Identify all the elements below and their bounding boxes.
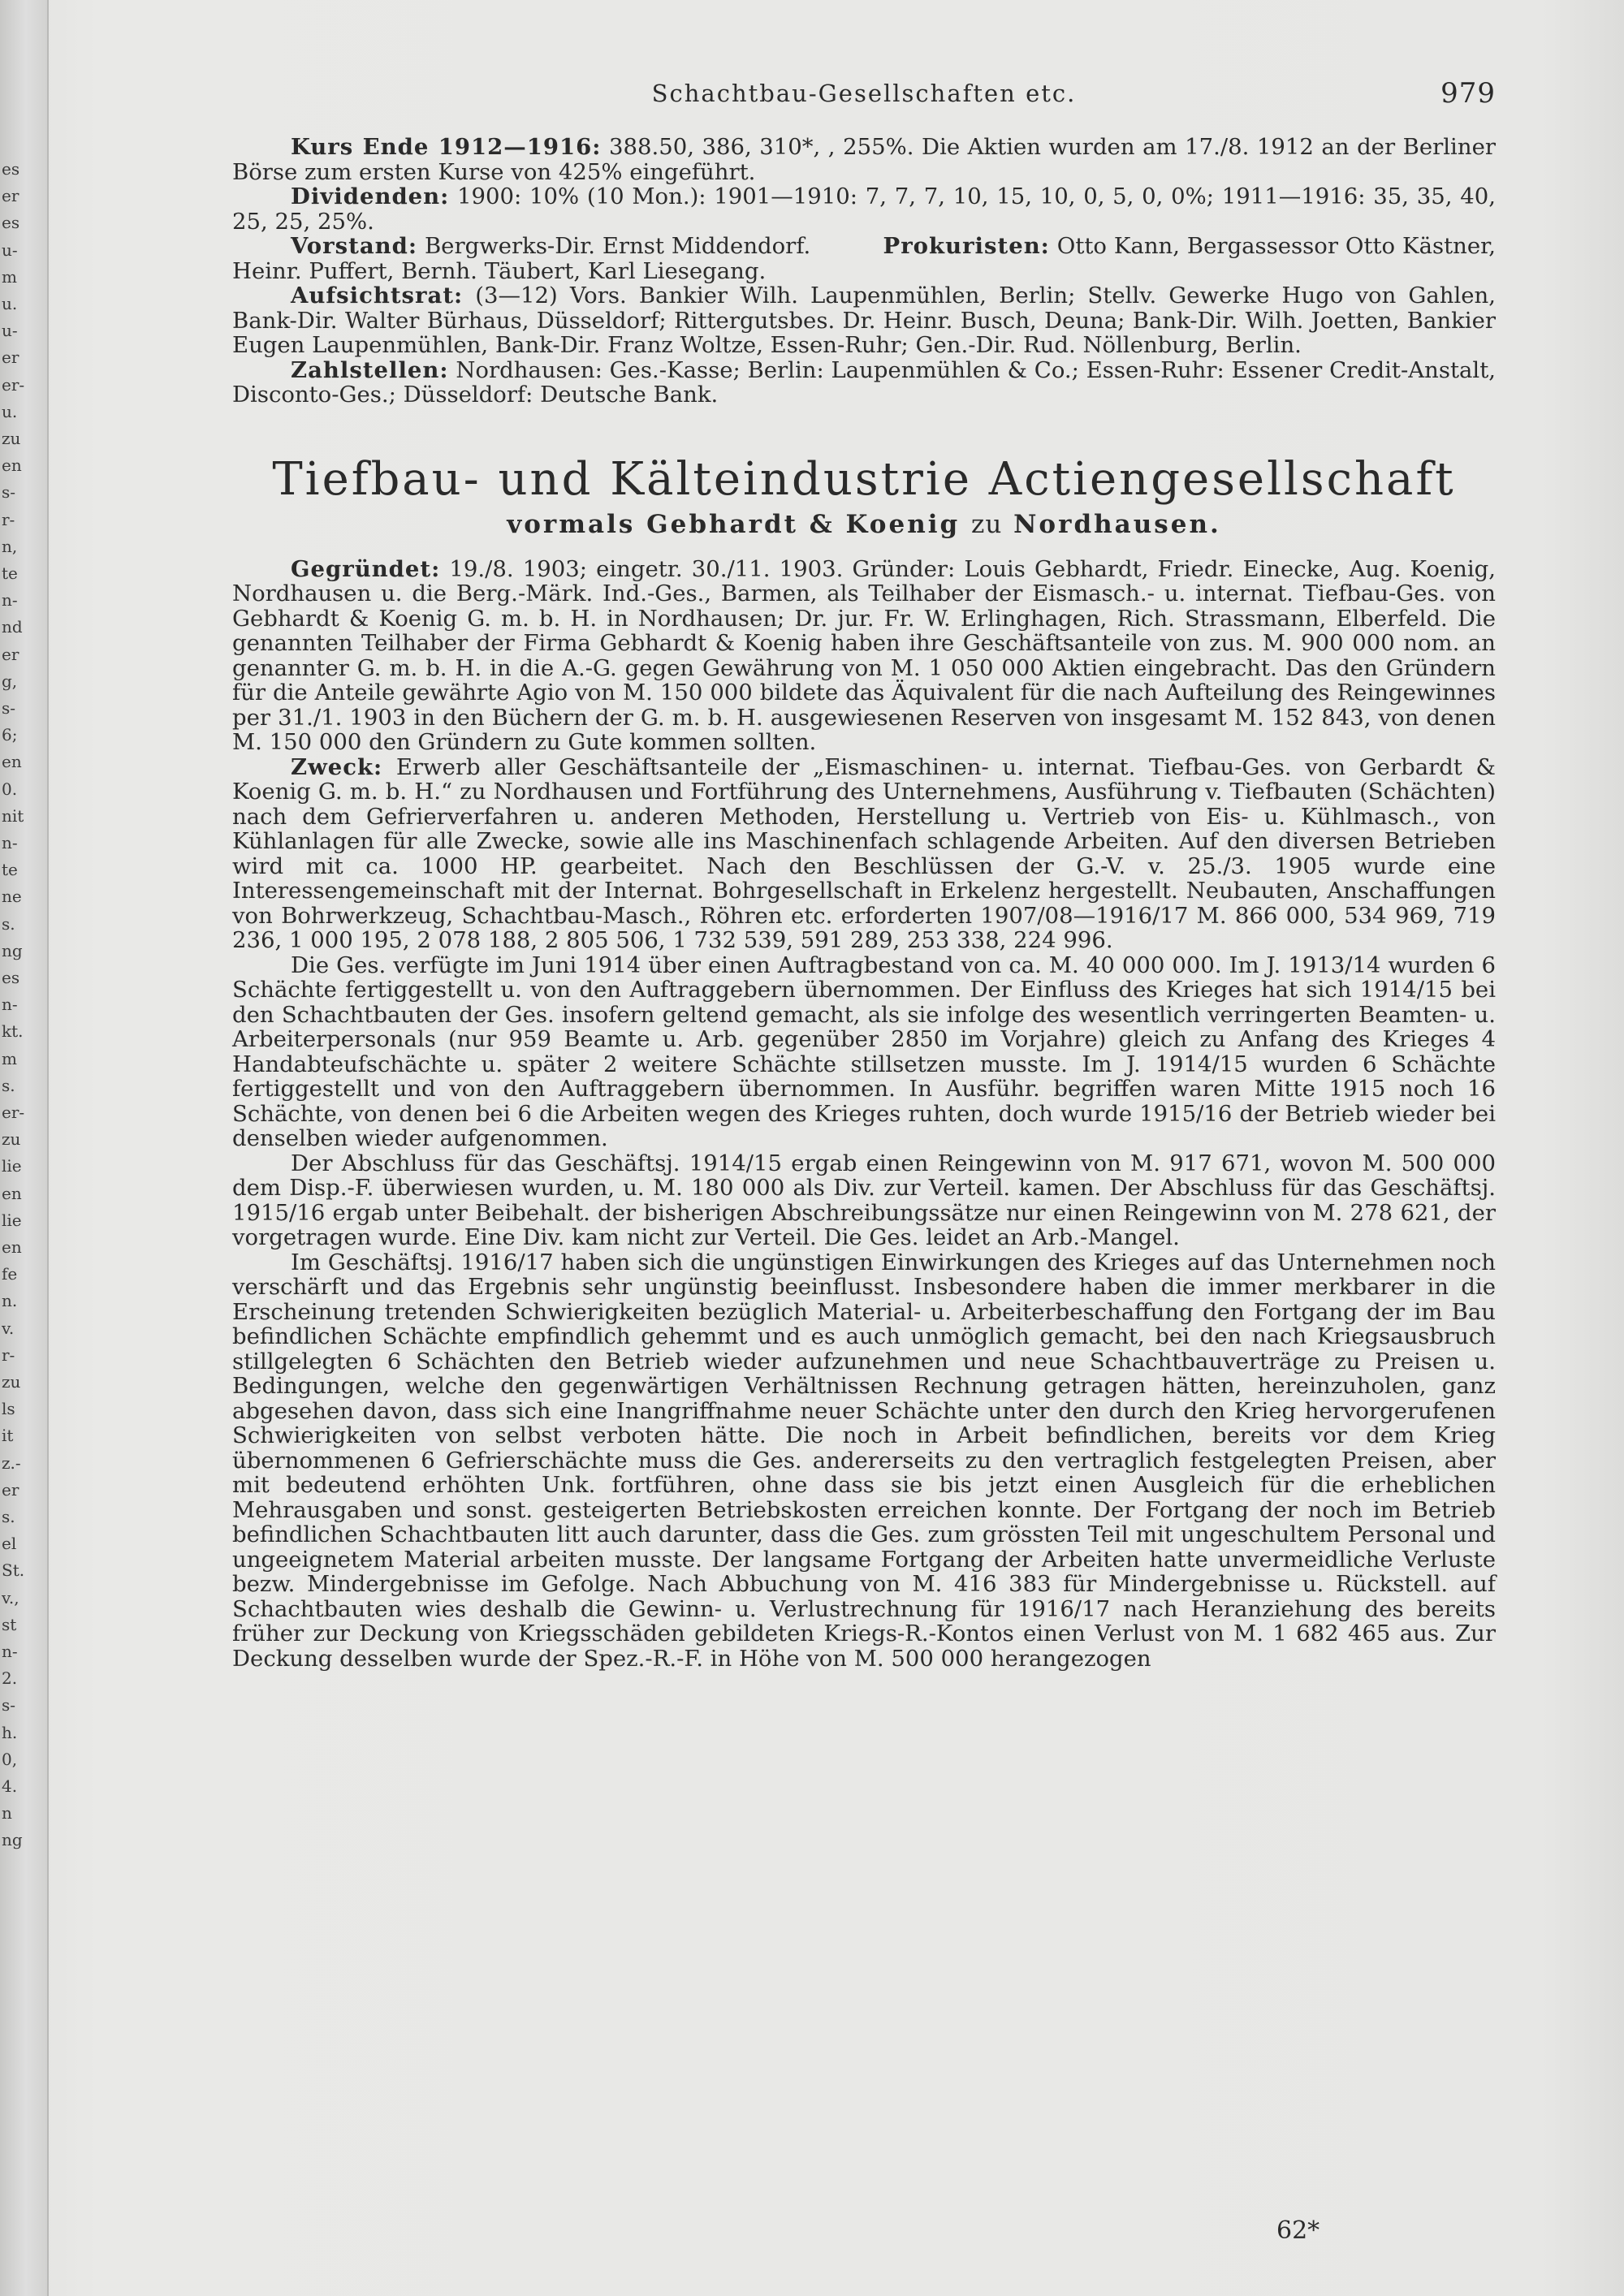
margin-fragment: es	[2, 968, 20, 987]
margin-fragment: m	[2, 266, 17, 287]
dividenden-label: Dividenden:	[291, 183, 450, 209]
aufsichtsrat-label: Aufsichtsrat:	[291, 283, 464, 309]
company-title: Tiefbau- und Kälteindustrie Actiengesellschaft	[272, 452, 1456, 506]
vorstand-text: Bergwerks-Dir. Ernst Middendorf.	[424, 233, 811, 259]
subtitle-former-name: vormals Gebhardt & Koenig	[507, 509, 961, 539]
kurs-paragraph	[232, 135, 1496, 184]
aufsichtsrat-paragraph	[232, 283, 1496, 358]
gegruendet-paragraph	[232, 557, 1496, 755]
body-paragraph-1: Die Ges. verfügte im Juni 1914 über einen Auftragbestand von ca. M. 40 000 000. Im J. 1913/14 wurden 6 Schächte fertiggestellt u. von den Auftraggebern übernommen. Der Einfluss des Krieges hat sich 1914/15 bei den Schachtbauten der Ges. insofern geltend gemacht, als sie infolge des wesentlich verringerten Beamten- u. Arbeiterpersonals (nur 959 Beamte u. Arb. gegenüber 2850 im Vorjahre) gleich zu Anfang des Krieges 4 Handabteufschächte u. später 2 weitere Schächte stillsetzen musste. Im J. 1914/15 wurden 6 Schächte fertiggestellt und von den Auftraggebern übernommen. In Ausführ. begriffen waren Mitte 1915 noch 16 Schächte, von denen bei 6 die Arbeiten wegen des Krieges ruhten, doch wurde 1915/16 der Betrieb wieder bei denselben wieder aufgenommen.	[232, 952, 1496, 1151]
running-title: Schachtbau-Gesellschaften etc.	[651, 80, 1077, 107]
margin-fragment: ng	[2, 1830, 23, 1850]
margin-fragment: v.,	[2, 1587, 19, 1608]
margin-fragment: 0,	[2, 1749, 18, 1769]
margin-fragment: er-	[2, 374, 25, 395]
margin-fragment: er	[2, 1479, 19, 1500]
margin-fragment: 0.	[2, 779, 18, 799]
margin-fragment: g,	[2, 671, 18, 691]
margin-fragment: nit	[2, 805, 24, 826]
margin-fragment: n-	[2, 995, 18, 1015]
margin-fragment: ne	[2, 887, 22, 907]
page-number: 979	[1440, 77, 1496, 110]
vorstand-paragraph	[232, 234, 1496, 283]
margin-fragment: h.	[2, 1722, 18, 1742]
margin-fragment: te	[2, 563, 18, 583]
margin-fragment: u.	[2, 401, 18, 421]
margin-fragment: kt.	[2, 1021, 24, 1042]
margin-fragment: r-	[2, 509, 15, 529]
prokuristen-label: Prokuristen:	[883, 233, 1050, 259]
margin-fragment: s.	[2, 1507, 15, 1526]
margin-fragment: v.	[2, 1318, 15, 1338]
zahlstellen-text: Nordhausen: Ges.-Kasse; Berlin: Laupenmühlen & Co.; Essen-Ruhr: Essener Credit-Anstalt, Disconto-Ges.; Düsseldorf: Deutsche Bank.	[232, 356, 1496, 408]
running-head	[232, 77, 1496, 122]
margin-fragment: s-	[2, 698, 16, 718]
margin-fragment: r-	[2, 1344, 15, 1365]
margin-fragment: n-	[2, 590, 18, 611]
margin-fragment: zu	[2, 1129, 21, 1150]
margin-fragment: s.	[2, 1075, 15, 1095]
gegruendet-text: 19./8. 1903; eingetr. 30./11. 1903. Gründer: Louis Gebhardt, Friedr. Einecke, Aug. Koenig, Nordhausen u. die Berg.-Märk. Ind.-Ges., Barmen, als Teilhaber der Eismasch.- u. internat. Tiefbau-Ges. von Gebhardt & Koenig G. m. b. H. in Nordhausen; Dr. jur. Fr. W. Erlinghagen, Rich. Strassmann, Elberfeld. Die genannten Teilhaber der Firma Gebhardt & Koenig haben ihre Geschäftsanteile von zus. M. 900 000 nom. an genannter G. m. b. H. in die A.-G. gegen Gewährung von M. 1 050 000 Aktien eingebracht. Das den Gründern für die Anteile gewährte Agio von M. 150 000 bildete das Äquivalent für die nach Aufteilung des Reingewinnes per 31./1. 1903 in den Büchern der G. m. b. H. ausgewiesenen Reserven von insgesamt M. 152 843, von denen M. 150 000 den Gründern zu Gute kommen sollten.	[232, 555, 1497, 755]
previous-page-margin	[0, 0, 49, 2296]
aufsichtsrat-text: (3—12) Vors. Bankier Wilh. Laupenmühlen, Berlin; Stellv. Gewerke Hugo von Gahlen, Bank-Dir. Walter Bürhaus, Düsseldorf; Rittergutsbes. Dr. Heinr. Busch, Deuna; Bank-Dir. Wilh. Joetten, Bankier Eugen Laupenmühlen, Bank-Dir. Franz Woltze, Essen-Ruhr; Gen.-Dir. Rud. Nöllenburg, Berlin.	[232, 283, 1496, 358]
margin-fragment: z.-	[2, 1452, 21, 1473]
margin-fragment: en	[2, 1183, 22, 1203]
margin-fragment: 4.	[2, 1776, 18, 1796]
prokuristen-text: Otto Kann, Bergassessor Otto Kästner, Heinr. Puffert, Bernh. Täubert, Karl Liesegang.	[232, 233, 1496, 284]
margin-fragment: u.	[2, 294, 18, 313]
margin-fragment: el	[2, 1534, 17, 1554]
margin-fragment: zu	[2, 1372, 21, 1392]
margin-fragment: er	[2, 644, 19, 664]
zweck-label: Zweck:	[291, 753, 383, 780]
margin-fragment: n	[2, 1803, 12, 1823]
kurs-text: 388.50, 386, 310*, , 255%. Die Aktien wurden am 17./8. 1912 an der Berliner Börse zum ersten Kurse von 425% eingeführt.	[232, 134, 1496, 185]
margin-fragment: nd	[2, 617, 23, 637]
margin-fragment: er	[2, 186, 19, 206]
body-paragraph-2: Der Abschluss für das Geschäftsj. 1914/15 ergab einen Reingewinn von M. 917 671, wovon M. 500 000 dem Disp.-F. überwiesen wurden, u. M. 180 000 als Div. zur Verteil. kamen. Der Abschluss für das Geschäftsj. 1915/16 ergab unter Beibehalt. der bisherigen Abschreibungssätze nur einen Reingewinn von M. 278 621, der vorgetragen wurde. Eine Div. kam nicht zur Verteil. Die Ges. leidet an Arb.-Mangel.	[232, 1150, 1496, 1250]
kurs-label: Kurs Ende 1912—1916:	[291, 134, 602, 160]
dividenden-paragraph	[232, 184, 1496, 234]
margin-fragment: u-	[2, 240, 18, 260]
margin-fragment: er	[2, 347, 19, 368]
margin-fragment: s.	[2, 913, 15, 934]
margin-fragment: s-	[2, 1695, 16, 1716]
margin-fragment: St.	[2, 1560, 25, 1581]
margin-fragment: ng	[2, 940, 23, 960]
margin-fragment: n,	[2, 536, 18, 556]
margin-fragment: it	[2, 1426, 14, 1446]
margin-fragment: 2.	[2, 1668, 18, 1689]
company-subtitle	[232, 508, 1496, 541]
margin-fragment: s-	[2, 482, 16, 503]
margin-fragment: st	[2, 1614, 17, 1634]
margin-fragment: n.	[2, 1291, 18, 1311]
margin-fragment: lie	[2, 1156, 22, 1176]
subtitle-zu: zu	[970, 509, 1003, 539]
sheet-signature: 62*	[1276, 2216, 1320, 2245]
margin-fragment: n-	[2, 833, 18, 852]
margin-fragment: en	[2, 752, 22, 772]
vorstand-label: Vorstand:	[291, 233, 418, 259]
margin-fragment: m	[2, 1048, 17, 1068]
margin-fragment: es	[2, 159, 20, 179]
page-content	[232, 77, 1497, 1672]
margin-fragment: es	[2, 213, 20, 233]
margin-fragment: fe	[2, 1264, 18, 1284]
margin-fragment: n-	[2, 1642, 18, 1661]
margin-fragment: 6;	[2, 725, 18, 745]
margin-fragment: ls	[2, 1399, 15, 1419]
margin-fragment: en	[2, 455, 22, 476]
margin-fragment: u-	[2, 321, 18, 341]
zweck-text: Erwerb aller Geschäftsanteile der „Eismaschinen- u. internat. Tiefbau-Ges. von Gerbardt & Koenig G. m. b. H.“ zu Nordhausen und Fortführung des Unternehmens, Ausführung v. Tiefbauten (Schächten) nach dem Gefrierverfahren u. anderen Methoden, Herstellung u. Vertrieb von Eis- u. Kühlmasch., von Kühlanlagen für alle Zwecke, sowie alle ins Maschinenfach schlagende Arbeiten. Auf den diversen Betrieben wird mit ca. 1000 HP. gearbeitet. Nach den Beschlüssen der G.-V. v. 25./3. 1905 wurde eine Interessengemeinschaft mit der Internat. Bohrgesellschaft in Erkelenz hergestellt. Neubauten, Anschaffungen von Bohrwerkzeug, Schachtbau-Masch., Röhren etc. erforderten 1907/08—1916/17 M. 866 000, 534 969, 719 236, 1 000 195, 2 078 188, 2 805 506, 1 732 539, 591 289, 253 338, 224 996.	[232, 753, 1496, 953]
margin-fragment: zu	[2, 429, 21, 448]
zahlstellen-paragraph	[232, 358, 1496, 408]
body-paragraph-3: Im Geschäftsj. 1916/17 haben sich die ungünstigen Einwirkungen des Krieges auf das Unternehmen noch verschärft und das Ergebnis sehr ungünstig beeinflusst. Insbesondere haben die immer merkbarer in die Erscheinung tretenden Schwierigkeiten bezüglich Material- u. Arbeiterbeschaffung den Fortgang der im Bau befindlichen Schächte empfindlich gehemmt und es auch unmöglich gemacht, bei den nach Kriegsausbruch stillgelegten 6 Schächten den Betrieb wieder aufzunehmen und neue Schachtbauverträge zu Preisen u. Bedingungen, welche den gegenwärtigen Verhältnissen Rechnung getragen hätten, hereinzuholen, ganz abgesehen davon, dass sich eine Inangriffnahme neuer Schächte unter den durch den Krieg hervorgerufenen Schwierigkeiten von selbst verboten hätte. Die noch in Arbeit befindlichen, bereits vor dem Krieg übernommenen 6 Gefrierschächte muss die Ges. andererseits zu den vertraglich festgelegten Preisen, aber mit bedeutend erhöhten Unk. fortführen, ohne dass sie bis jetzt einen Ausgleich für die erheblichen Mehrausgaben und sonst. gesteigerten Betriebskosten erreichen konnte. Der Fortgang der noch im Betrieb befindlichen Schachtbauten litt auch darunter, dass die Ges. zum grössten Teil mit ungeschultem Personal und ungeeignetem Material arbeiten musste. Der langsame Fortgang der Arbeiten hatte unvermeidliche Verluste bezw. Mindergebnisse im Gefolge. Nach Abbuchung von M. 416 383 für Mindergebnisse u. Rückstell. auf Schachtbauten wies deshalb die Gewinn- u. Verlustrechnung für 1916/17 nach Heranziehung des bereits früher zur Deckung von Kriegsschäden gebildeten Kriegs-R.-Kontos einen Verlust von M. 1 682 465 aus. Zur Deckung desselben wurde der Spez.-R.-F. in Höhe von M. 500 000 herangezogen	[232, 1249, 1496, 1672]
margin-fragment: er-	[2, 1103, 25, 1122]
dividenden-text: 1900: 10% (10 Mon.): 1901—1910: 7, 7, 7, 10, 15, 10, 0, 5, 0, 0%; 1911—1916: 35, 35, 40, 25, 25, 25%.	[232, 183, 1496, 235]
margin-fragment: lie	[2, 1210, 22, 1230]
margin-fragment: en	[2, 1237, 22, 1257]
zahlstellen-label: Zahlstellen:	[291, 356, 449, 383]
zweck-paragraph	[232, 755, 1496, 953]
subtitle-city: Nordhausen.	[1013, 509, 1221, 539]
gegruendet-label: Gegründet:	[291, 555, 441, 582]
margin-fragment: te	[2, 860, 18, 880]
